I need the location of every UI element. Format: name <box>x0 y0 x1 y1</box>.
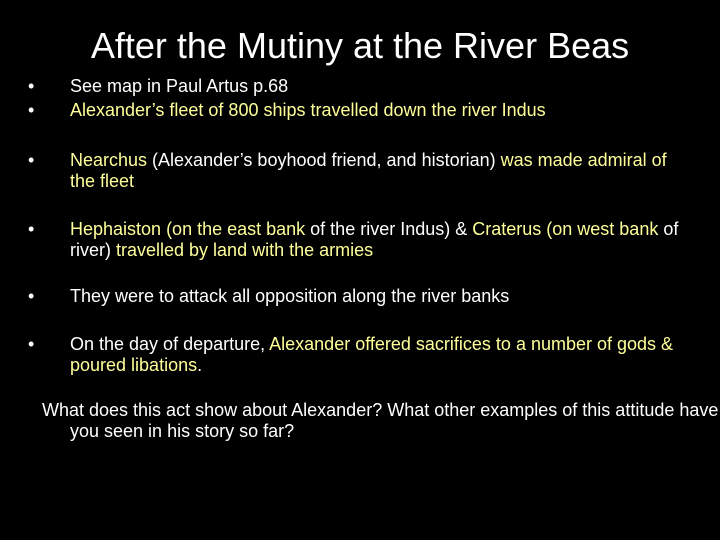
bullet-icon: • <box>28 100 35 120</box>
text-segment: . <box>197 355 203 375</box>
bullet-text <box>70 334 688 376</box>
bullet-text <box>70 76 688 97</box>
bullet-text <box>70 219 688 261</box>
bullet-icon: • <box>28 334 35 354</box>
text-segment: Alexander’s fleet of 800 ships travelled down the river Indus <box>70 100 546 120</box>
text-segment: Craterus (on west bank <box>472 219 664 239</box>
bullet-item <box>28 150 688 192</box>
discussion-question: What does this act show about Alexander? What other examples of this attitude have you seen in his story so far? <box>42 400 719 441</box>
text-segment: Nearchus <box>70 150 153 170</box>
bullet-item <box>28 334 688 376</box>
text-segment: (Alexander’s boyhood friend, and historian) <box>152 150 501 170</box>
text-segment: of the river Indus) & <box>310 219 473 239</box>
bullet-item <box>28 76 688 97</box>
bullet-icon: • <box>28 219 35 239</box>
text-segment: They were to attack all opposition along the river banks <box>70 286 510 306</box>
bullet-item <box>28 100 688 121</box>
slide-title: After the Mutiny at the River Beas <box>90 25 630 66</box>
bullet-icon: • <box>28 150 35 170</box>
bullet-text <box>70 150 688 192</box>
bullet-icon: • <box>28 76 35 96</box>
text-segment: Alexander offered sacrifices to a number of gods & poured libations <box>70 334 674 375</box>
bullet-text <box>70 100 688 121</box>
text-segment: was made admiral of the fleet <box>70 150 667 191</box>
text-segment: See map in Paul Artus p.68 <box>70 76 289 96</box>
bullet-text <box>70 286 688 307</box>
text-segment: Hephaiston (on the east bank <box>70 219 311 239</box>
bullet-icon: • <box>28 286 35 306</box>
text-segment: On the day of departure, <box>70 334 270 354</box>
text-segment: of river) <box>70 219 679 260</box>
bullet-item <box>28 286 688 307</box>
bullet-item <box>28 219 688 261</box>
text-segment: travelled by land with the armies <box>116 240 374 260</box>
